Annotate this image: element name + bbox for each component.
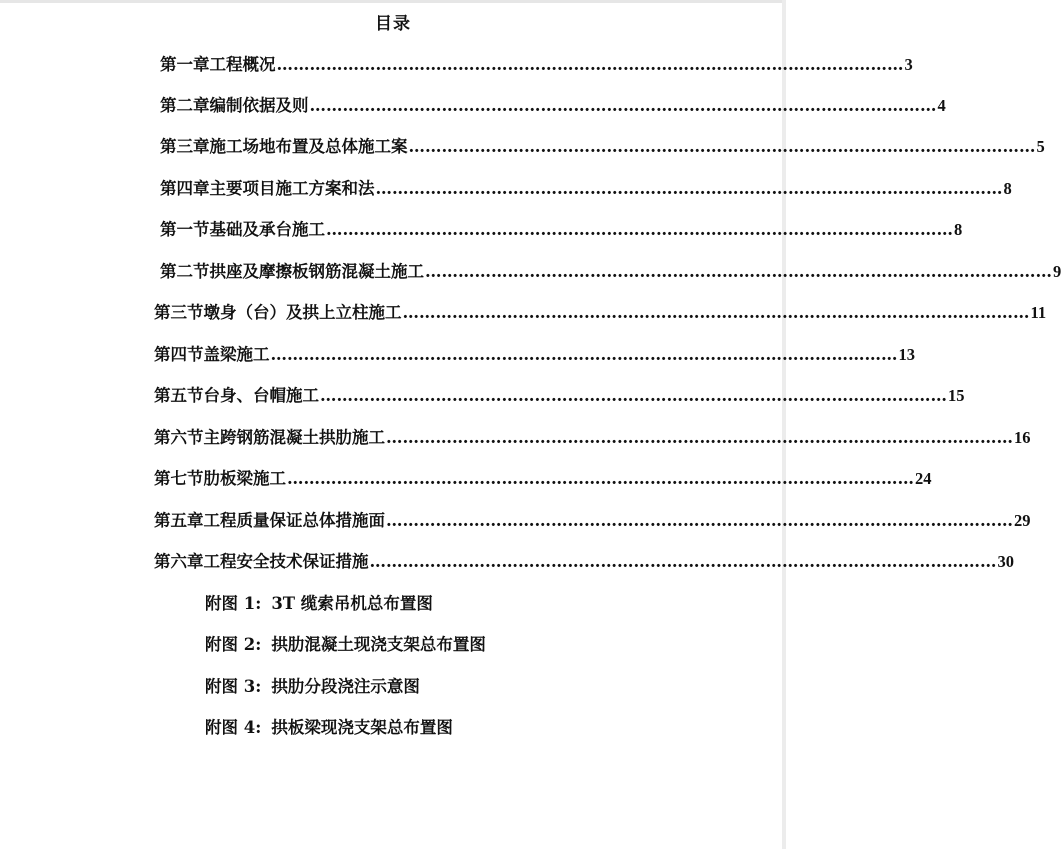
toc-leader-dots: ……………………………………………………………………………………………………	[369, 552, 997, 571]
toc-entry-page: 15	[948, 386, 965, 405]
toc-leader-dots: ……………………………………………………………………………………………………	[402, 303, 1030, 322]
toc-entry-page: 5	[1036, 137, 1045, 156]
toc-entry-page: 9	[1053, 262, 1061, 281]
toc-leader-dots: ……………………………………………………………………………………………………	[408, 137, 1036, 156]
toc-entry-label: 第七节肋板梁施工	[154, 469, 286, 488]
toc-entry[interactable]	[160, 177, 1012, 201]
toc-leader-dots: ……………………………………………………………………………………………………	[386, 511, 1013, 530]
toc-entry-page: 8	[954, 220, 963, 239]
toc-entry[interactable]	[160, 218, 963, 242]
appendix-text: 拱板梁现浇支架总布置图	[271, 718, 453, 737]
toc-entry-label: 第五章工程质量保证总体措施面	[154, 511, 385, 530]
toc-entry-page: 8	[1003, 179, 1012, 198]
appendix-item	[205, 716, 453, 740]
toc-entry-label: 第三章施工场地布置及总体施工案	[160, 137, 408, 156]
appendix-item	[205, 633, 486, 657]
appendix-prefix: 附图 2:	[205, 635, 262, 654]
toc-entry[interactable]	[154, 343, 915, 367]
toc-entry[interactable]	[160, 260, 1061, 284]
toc-leader-dots: ……………………………………………………………………………………………………	[276, 55, 904, 74]
toc-entry-label: 第二章编制依据及则	[160, 96, 309, 115]
appendix-text: 拱肋分段浇注示意图	[271, 677, 420, 696]
toc-leader-dots: ……………………………………………………………………………………………………	[375, 179, 1003, 198]
toc-entry-page: 13	[898, 345, 915, 364]
toc-entry-page: 3	[904, 55, 913, 74]
toc-entry-label: 第二节拱座及摩擦板钢筋混凝土施工	[160, 262, 424, 281]
page-top-edge	[0, 0, 786, 3]
toc-entry[interactable]	[154, 550, 1014, 574]
toc-entry-label: 第一节基础及承台施工	[160, 220, 325, 239]
appendix-text: 3T 缆索吊机总布置图	[271, 594, 433, 613]
toc-leader-dots: ……………………………………………………………………………………………………	[287, 469, 914, 488]
toc-entry-page: 16	[1014, 428, 1031, 447]
toc-entry-label: 第六节主跨钢筋混凝土拱肋施工	[154, 428, 385, 447]
appendix-text: 拱肋混凝土现浇支架总布置图	[271, 635, 486, 654]
toc-entry-label: 第四章主要项目施工方案和法	[160, 179, 375, 198]
toc-entry[interactable]	[160, 53, 913, 77]
toc-entry-label: 第四节盖梁施工	[154, 345, 270, 364]
toc-entry-page: 30	[997, 552, 1014, 571]
toc-leader-dots: ……………………………………………………………………………………………………	[309, 96, 937, 115]
appendix-item	[205, 675, 420, 699]
toc-entry-page: 29	[1014, 511, 1031, 530]
toc-leader-dots: ……………………………………………………………………………………………………	[270, 345, 898, 364]
toc-entry-label: 第一章工程概况	[160, 55, 276, 74]
appendix-item	[205, 592, 433, 616]
toc-entry[interactable]	[154, 509, 1031, 533]
toc-entry-label: 第六章工程安全技术保证措施	[154, 552, 369, 571]
toc-entry-label: 第五节台身、台帽施工	[154, 386, 319, 405]
toc-entry[interactable]	[160, 94, 946, 118]
toc-entry[interactable]	[154, 467, 932, 491]
toc-title: 目录	[375, 14, 411, 34]
toc-entry-label: 第三节墩身（台）及拱上立柱施工	[154, 303, 402, 322]
page-right-edge	[782, 0, 786, 849]
toc-entry[interactable]	[154, 301, 1047, 325]
toc-leader-dots: ……………………………………………………………………………………………………	[425, 262, 1052, 281]
toc-entry[interactable]	[160, 135, 1045, 159]
toc-leader-dots: ……………………………………………………………………………………………………	[320, 386, 947, 405]
toc-entry-page: 11	[1030, 303, 1047, 322]
appendix-prefix: 附图 1:	[205, 594, 262, 613]
toc-entry-page: 4	[937, 96, 946, 115]
toc-entry[interactable]	[154, 426, 1031, 450]
toc-entry-page: 24	[915, 469, 932, 488]
appendix-prefix: 附图 4:	[205, 718, 262, 737]
toc-leader-dots: ……………………………………………………………………………………………………	[326, 220, 953, 239]
appendix-prefix: 附图 3:	[205, 677, 262, 696]
toc-entry[interactable]	[154, 384, 965, 408]
toc-leader-dots: ……………………………………………………………………………………………………	[386, 428, 1013, 447]
